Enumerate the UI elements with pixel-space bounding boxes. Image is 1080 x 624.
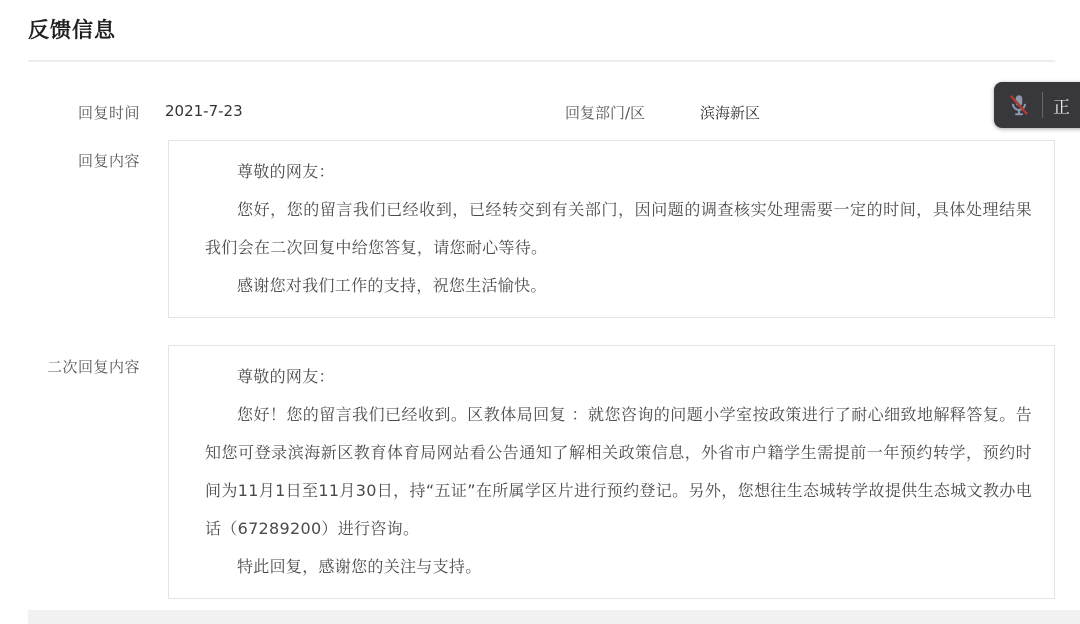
reply-paragraph: 您好，您的留言我们已经收到，已经转交到有关部门，因问题的调查核实处理需要一定的时间，具体处理结果我们会在二次回复中给您答复，请您耐心等待。 xyxy=(205,200,1032,257)
reply-paragraph: 尊敬的网友： xyxy=(237,162,335,181)
second-reply-content-box xyxy=(168,345,1055,599)
title-divider xyxy=(28,60,1055,62)
reply-time-value: 2021-7-23 xyxy=(165,102,243,120)
widget-label: 正 xyxy=(1053,97,1070,118)
reply-department-label: 回复部门/区 xyxy=(565,104,646,122)
bottom-strip xyxy=(28,610,1080,624)
widget-divider xyxy=(1042,92,1043,118)
reply-department-value: 滨海新区 xyxy=(700,104,761,122)
second-reply-paragraph: 尊敬的网友： xyxy=(237,367,335,386)
recording-overlay-widget[interactable] xyxy=(994,82,1080,128)
reply-time-label: 回复时间 xyxy=(77,104,140,122)
muted-microphone-icon[interactable] xyxy=(1006,92,1032,118)
reply-content-box xyxy=(168,140,1055,318)
second-reply-paragraph: 您好！您的留言我们已经收到。区教体局回复 ：就您咨询的问题小学室按政策进行了耐心细致地解释答复。告知您可登录滨海新区教育体育局网站看公告通知了解相关政策信息，外省市户籍学生需提前一年预约转学，预约时间为11月1日至11月30日，持“五证”在所属学区片进行预约登记。另外，您想往生态城转学故提供生态城文教办电话（67289200）进行咨询。 xyxy=(205,405,1032,538)
page-title: 反馈信息 xyxy=(28,18,116,42)
reply-content-label: 回复内容 xyxy=(77,152,140,170)
reply-paragraph: 感谢您对我们工作的支持，祝您生活愉快。 xyxy=(237,276,547,295)
second-reply-paragraph: 特此回复，感谢您的关注与支持。 xyxy=(237,557,482,576)
second-reply-content-label: 二次回复内容 xyxy=(46,358,140,376)
